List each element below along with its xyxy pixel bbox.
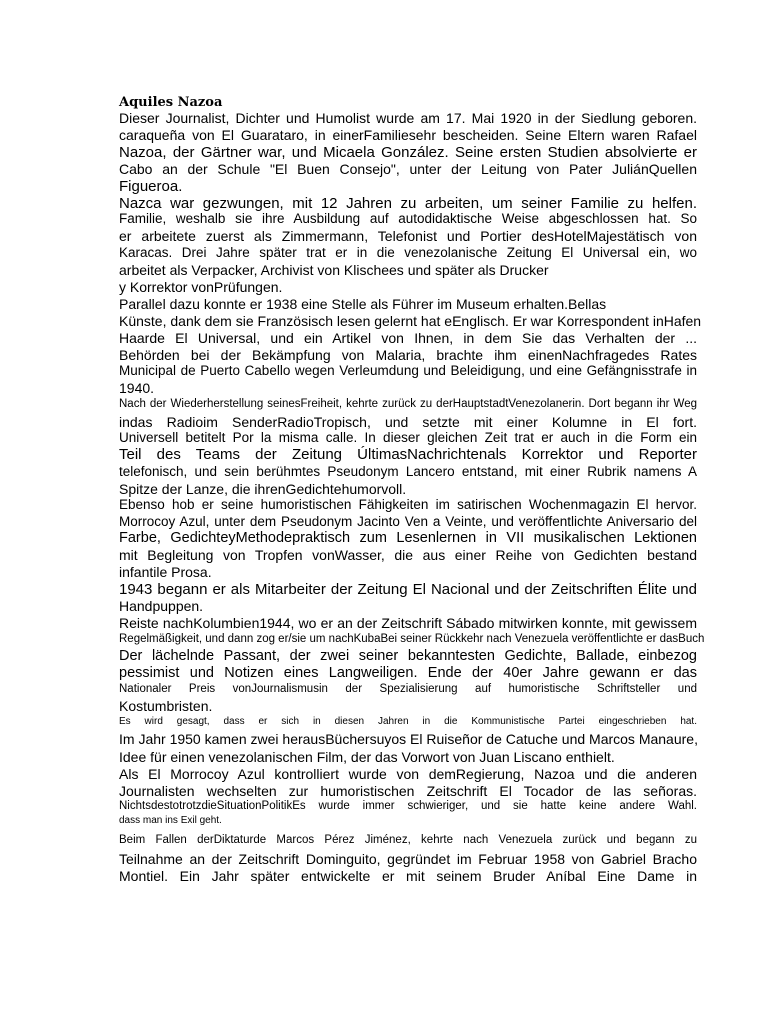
text-line: Nationaler Preis vonJournalismusin der Spezialisierung auf humoristische Schriftsteller und bbox=[119, 683, 697, 695]
text-line: Es wird gesagt, dass er sich in diesen Jahren in die Kommunistische Partei eingeschrieben hat. bbox=[119, 716, 697, 727]
text-line: Nazoa, der Gärtner war, und Micaela González. Seine ersten Studien absolvierte er bbox=[119, 144, 697, 161]
text-line: Der lächelnde Passant, der zwei seiner bekanntesten Gedichte, Ballade, einbezog bbox=[119, 648, 697, 664]
text-line: Municipal de Puerto Cabello wegen Verleumdung und Beleidigung, und eine Gefängnisstrafe in bbox=[119, 363, 697, 378]
text-line: y Korrektor vonPrüfungen. bbox=[119, 279, 283, 295]
text-line: Nazca war gezwungen, mit 12 Jahren zu arbeiten, um seiner Familie zu helfen. bbox=[119, 195, 697, 212]
text-line: pessimist und Notizen eines Langweiligen. Ende der 40er Jahre gewann er das bbox=[119, 665, 697, 681]
text-line: Morrocoy Azul, unter dem Pseudonym Jacinto Ven a Veinte, und veröffentlichte Aniversario del bbox=[119, 514, 697, 529]
text-line: Farbe, GedichteyMethodepraktisch zum Lesenlernen in VII musikalischen Lektionen bbox=[119, 530, 697, 546]
text-line: Ebenso hob er seine humoristischen Fähigkeiten im satirischen Wochenmagazin El hervor. bbox=[119, 497, 697, 512]
text-line: Teil des Teams der Zeitung ÚltimasNachrichtenals Korrektor und Reporter bbox=[119, 446, 697, 463]
text-line: Handpuppen. bbox=[119, 598, 204, 614]
text-line: telefonisch, und sein berühmtes Pseudonym Lancero entstand, mit einer Rubrik namens A bbox=[119, 464, 697, 479]
text-line: Reiste nachKolumbien1944, wo er an der Zeitschrift Sábado mitwirken konnte, mit gewissem bbox=[119, 615, 697, 631]
text-line: infantile Prosa. bbox=[119, 564, 212, 580]
text-line: er arbeitete zuerst als Zimmermann, Telefonist und Portier desHotelMajestätisch von bbox=[119, 228, 697, 244]
text-line: Familie, weshalb sie ihre Ausbildung auf autodidaktische Weise abgeschlossen hat. So bbox=[119, 211, 697, 226]
text-line: indas Radioim SenderRadioTropisch, und setzte mit einer Kolumne in El fort. bbox=[119, 414, 697, 430]
text-line: Beim Fallen derDiktaturde Marcos Pérez Jiménez, kehrte nach Venezuela zurück und begann zu bbox=[119, 834, 697, 846]
text-line: Idee für einen venezolanischen Film, der das Vorwort von Juan Liscano enthielt. bbox=[119, 749, 615, 765]
document-title: Aquiles Nazoa bbox=[119, 95, 223, 110]
text-line: Universell betitelt Por la misma calle. In dieser gleichen Zeit trat er auch in die Form ein bbox=[119, 430, 697, 445]
text-line: Im Jahr 1950 kamen zwei herausBüchersuyos El Ruiseñor de Catuche und Marcos Manaure, bbox=[119, 731, 698, 747]
text-line: caraqueña von El Guarataro, in einerFamiliesehr bescheiden. Seine Eltern waren Rafael bbox=[119, 127, 697, 143]
text-line: arbeitet als Verpacker, Archivist von Klischees und später als Drucker bbox=[119, 262, 549, 278]
text-line: Dieser Journalist, Dichter und Humolist wurde am 17. Mai 1920 in der Siedlung geboren. bbox=[119, 110, 697, 126]
text-line: Kostumbristen. bbox=[119, 698, 213, 714]
text-line: 1940. bbox=[119, 380, 155, 396]
text-line: Montiel. Ein Jahr später entwickelte er mit seinem Bruder Aníbal Eine Dame in bbox=[119, 868, 697, 884]
text-line: Nach der Wiederherstellung seinesFreiheit, kehrte zurück zu derHauptstadtVenezolanerin. Dort begann ihr Weg bbox=[119, 398, 697, 410]
text-line: Regelmäßigkeit, und dann zog er/sie um nachKubaBei seiner Rückkehr nach Venezuela veröffentlichte er dasBuch bbox=[119, 633, 705, 645]
text-line: Karacas. Drei Jahre später trat er in die venezolanische Zeitung El Universal ein, wo bbox=[119, 245, 697, 260]
text-line: Behörden bei der Bekämpfung von Malaria, brachte ihm einenNachfragedes Rates bbox=[119, 347, 697, 363]
text-line: Figueroa. bbox=[119, 178, 183, 195]
text-line: NichtsdestotrotzdieSituationPolitikEs wurde immer schwieriger, und sie hatte keine andere Wahl. bbox=[119, 800, 697, 812]
text-line: mit Begleitung von Tropfen vonWasser, die aus einer Reihe von Gedichten bestand bbox=[119, 547, 697, 563]
text-line: Cabo an der Schule "El Buen Consejo", unter der Leitung von Pater JuliánQuellen bbox=[119, 161, 697, 177]
text-line: Parallel dazu konnte er 1938 eine Stelle als Führer im Museum erhalten.Bellas bbox=[119, 296, 607, 312]
text-line: 1943 begann er als Mitarbeiter der Zeitung El Nacional und der Zeitschriften Élite und bbox=[119, 581, 697, 598]
text-line: Künste, dank dem sie Französisch lesen gelernt hat eEnglisch. Er war Korrespondent inHafen bbox=[119, 313, 702, 329]
text-line: Als El Morrocoy Azul kontrolliert wurde von demRegierung, Nazoa und die anderen bbox=[119, 766, 697, 782]
text-line: Journalisten wechselten zur humoristischen Zeitschrift El Tocador de las señoras. bbox=[119, 783, 697, 799]
text-line: Teilnahme an der Zeitschrift Dominguito, gegründet im Februar 1958 von Gabriel Bracho bbox=[119, 851, 697, 867]
text-line: Haarde El Universal, und ein Artikel von Ihnen, in dem Sie das Verhalten der ... bbox=[119, 330, 697, 346]
text-line: Spitze der Lanze, die ihrenGedichtehumorvoll. bbox=[119, 481, 407, 497]
text-line: dass man ins Exil geht. bbox=[119, 815, 222, 826]
